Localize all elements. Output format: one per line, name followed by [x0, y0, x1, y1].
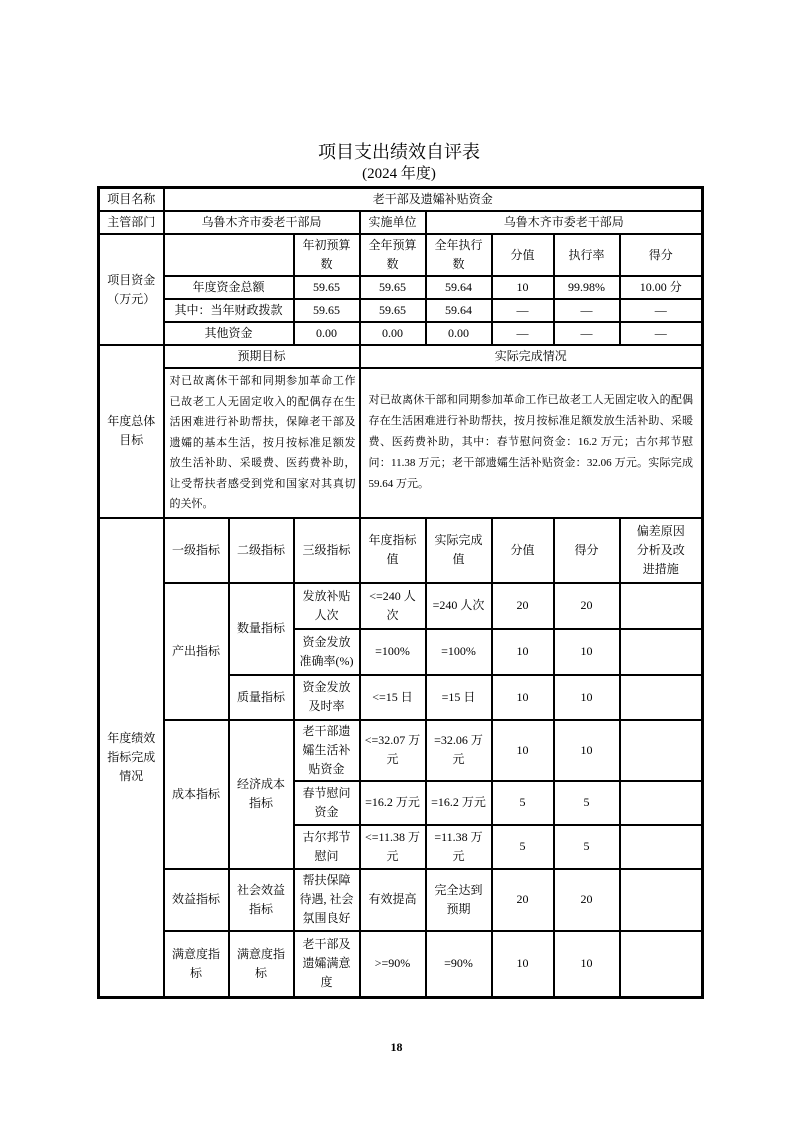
weight-cell: 5 — [492, 781, 554, 825]
actual-cell: =90% — [426, 931, 492, 998]
funds-header-rate: 执行率 — [554, 234, 620, 276]
funds-rate-cell: — — [554, 299, 620, 322]
funds-row-other — [99, 322, 703, 345]
weight-cell: 20 — [492, 583, 554, 629]
indicator-row — [99, 583, 703, 629]
weight-cell: 10 — [492, 629, 554, 675]
score-cell: 20 — [554, 583, 620, 629]
funds-weight-cell: 10 — [492, 276, 554, 299]
goal-expected-text-cell: 对已故离休干部和同期参加革命工作已故老工人无固定收入的配偶存在生活困难进行补助帮扶，保障老干部及遗孀的基本生活，按月按标准足额发放生活补助、采暖费、医药费补助，让受帮扶者感受到党和国家对其真切的关怀。 — [164, 368, 360, 518]
deviation-cell — [620, 781, 703, 825]
indicators-header-level3: 三级指标 — [294, 518, 360, 583]
funds-header-annual-budget: 全年预算数 — [360, 234, 426, 276]
dept-value-cell: 乌鲁木齐市委老干部局 — [164, 211, 360, 234]
funds-header-score: 得分 — [620, 234, 703, 276]
weight-cell: 10 — [492, 931, 554, 998]
actual-cell: =11.38 万元 — [426, 825, 492, 869]
deviation-cell — [620, 931, 703, 998]
project-name-label-cell: 项目名称 — [99, 188, 164, 212]
actual-cell: =240 人次 — [426, 583, 492, 629]
department-row — [99, 211, 703, 234]
indicator-row — [99, 869, 703, 931]
actual-cell: =100% — [426, 629, 492, 675]
indicators-header-weight: 分值 — [492, 518, 554, 583]
funds-annual-cell: 59.65 — [360, 276, 426, 299]
document-content — [97, 141, 701, 999]
score-cell: 10 — [554, 931, 620, 998]
funds-header-executed: 全年执行数 — [426, 234, 492, 276]
level3-cell: 老干部遗孀生活补贴资金 — [294, 720, 360, 781]
indicators-header-score: 得分 — [554, 518, 620, 583]
goal-body-row — [99, 368, 703, 518]
score-cell: 10 — [554, 629, 620, 675]
level3-cell: 资金发放及时率 — [294, 675, 360, 720]
funds-executed-cell: 0.00 — [426, 322, 492, 345]
goal-actual-text-cell: 对已故离休干部和同期参加革命工作已故老工人无固定收入的配偶存在生活困难进行补助帮扶，按月按标准足额发放生活补助、采暖费、医药费补助，其中：春节慰问资金：16.2 万元；古尔邦节慰问：11.38 万元；老干部遗孀生活补贴资金：32.06 万元。实际完成 59.64 万元。 — [360, 368, 703, 518]
actual-cell: =15 日 — [426, 675, 492, 720]
self-evaluation-table — [97, 186, 704, 999]
level3-cell: 资金发放准确率(%) — [294, 629, 360, 675]
level3-cell: 古尔邦节慰问 — [294, 825, 360, 869]
funds-header-initial-budget: 年初预算数 — [294, 234, 360, 276]
score-cell: 10 — [554, 720, 620, 781]
deviation-cell — [620, 583, 703, 629]
level3-cell: 帮扶保障待遇, 社会氛围良好 — [294, 869, 360, 931]
goal-section-label-cell: 年度总体目标 — [99, 345, 164, 518]
indicators-header-deviation: 偏差原因分析及改进措施 — [620, 518, 703, 583]
project-name-value-cell: 老干部及遗孀补贴资金 — [164, 188, 703, 212]
doc-title: 项目支出绩效自评表 — [318, 142, 480, 162]
funds-row-total — [99, 276, 703, 299]
funds-row-fiscal — [99, 299, 703, 322]
target-cell: <=11.38 万元 — [360, 825, 426, 869]
target-cell: 有效提高 — [360, 869, 426, 931]
goal-actual-header-cell: 实际完成情况 — [360, 345, 703, 368]
score-cell: 5 — [554, 825, 620, 869]
impl-label-cell: 实施单位 — [360, 211, 426, 234]
target-cell: =16.2 万元 — [360, 781, 426, 825]
indicators-header-level1: 一级指标 — [164, 518, 229, 583]
dept-label-cell: 主管部门 — [99, 211, 164, 234]
funds-weight-cell: — — [492, 322, 554, 345]
score-cell: 20 — [554, 869, 620, 931]
deviation-cell — [620, 675, 703, 720]
funds-row-label-cell: 年度资金总额 — [164, 276, 294, 299]
target-cell: <=15 日 — [360, 675, 426, 720]
deviation-cell — [620, 825, 703, 869]
level1-benefit-cell: 效益指标 — [164, 869, 229, 931]
indicator-row — [99, 720, 703, 781]
funds-score-cell: — — [620, 299, 703, 322]
indicator-row — [99, 931, 703, 998]
funds-executed-cell: 59.64 — [426, 276, 492, 299]
weight-cell: 20 — [492, 869, 554, 931]
funds-weight-cell: — — [492, 299, 554, 322]
funds-row-label-cell: 其中：当年财政拨款 — [164, 299, 294, 322]
deviation-cell — [620, 869, 703, 931]
actual-cell: =32.06 万元 — [426, 720, 492, 781]
funds-annual-cell: 59.65 — [360, 299, 426, 322]
indicators-header-target: 年度指标值 — [360, 518, 426, 583]
goal-header-row — [99, 345, 703, 368]
indicators-header-row — [99, 518, 703, 583]
funds-score-cell: — — [620, 322, 703, 345]
level2-quality-cell: 质量指标 — [229, 675, 294, 720]
funds-initial-cell: 59.65 — [294, 276, 360, 299]
target-cell: >=90% — [360, 931, 426, 998]
page-number: 18 — [390, 1040, 403, 1054]
target-cell: <=240 人次 — [360, 583, 426, 629]
goal-expected-header-cell: 预期目标 — [164, 345, 360, 368]
project-name-row — [99, 188, 703, 212]
funds-executed-cell: 59.64 — [426, 299, 492, 322]
funds-rate-cell: — — [554, 322, 620, 345]
deviation-cell — [620, 720, 703, 781]
level2-social-benefit-cell: 社会效益指标 — [229, 869, 294, 931]
funds-initial-cell: 59.65 — [294, 299, 360, 322]
level2-economic-cost-cell: 经济成本指标 — [229, 720, 294, 869]
target-cell: =100% — [360, 629, 426, 675]
funds-score-cell: 10.00 分 — [620, 276, 703, 299]
target-cell: <=32.07 万元 — [360, 720, 426, 781]
level2-quantity-cell: 数量指标 — [229, 583, 294, 675]
doc-subtitle: (2024 年度) — [362, 166, 436, 182]
actual-cell: 完全达到预期 — [426, 869, 492, 931]
level2-satisfaction-cell: 满意度指标 — [229, 931, 294, 998]
funds-initial-cell: 0.00 — [294, 322, 360, 345]
level1-satisfaction-cell: 满意度指标 — [164, 931, 229, 998]
level3-cell: 老干部及遗孀满意度 — [294, 931, 360, 998]
level3-cell: 春节慰问资金 — [294, 781, 360, 825]
weight-cell: 10 — [492, 720, 554, 781]
weight-cell: 10 — [492, 675, 554, 720]
actual-cell: =16.2 万元 — [426, 781, 492, 825]
funds-header-weight: 分值 — [492, 234, 554, 276]
impl-value-cell: 乌鲁木齐市委老干部局 — [426, 211, 703, 234]
score-cell: 10 — [554, 675, 620, 720]
funds-blank-header-cell — [164, 234, 294, 276]
funds-rate-cell: 99.98% — [554, 276, 620, 299]
deviation-cell — [620, 629, 703, 675]
level1-cost-cell: 成本指标 — [164, 720, 229, 869]
indicators-header-level2: 二级指标 — [229, 518, 294, 583]
indicators-header-actual: 实际完成值 — [426, 518, 492, 583]
weight-cell: 5 — [492, 825, 554, 869]
funds-annual-cell: 0.00 — [360, 322, 426, 345]
funds-section-label-cell: 项目资金（万元） — [99, 234, 164, 345]
level3-cell: 发放补贴人次 — [294, 583, 360, 629]
score-cell: 5 — [554, 781, 620, 825]
funds-row-label-cell: 其他资金 — [164, 322, 294, 345]
indicators-section-label-cell: 年度绩效指标完成情况 — [99, 518, 164, 998]
level1-output-cell: 产出指标 — [164, 583, 229, 720]
funds-header-row — [99, 234, 703, 276]
